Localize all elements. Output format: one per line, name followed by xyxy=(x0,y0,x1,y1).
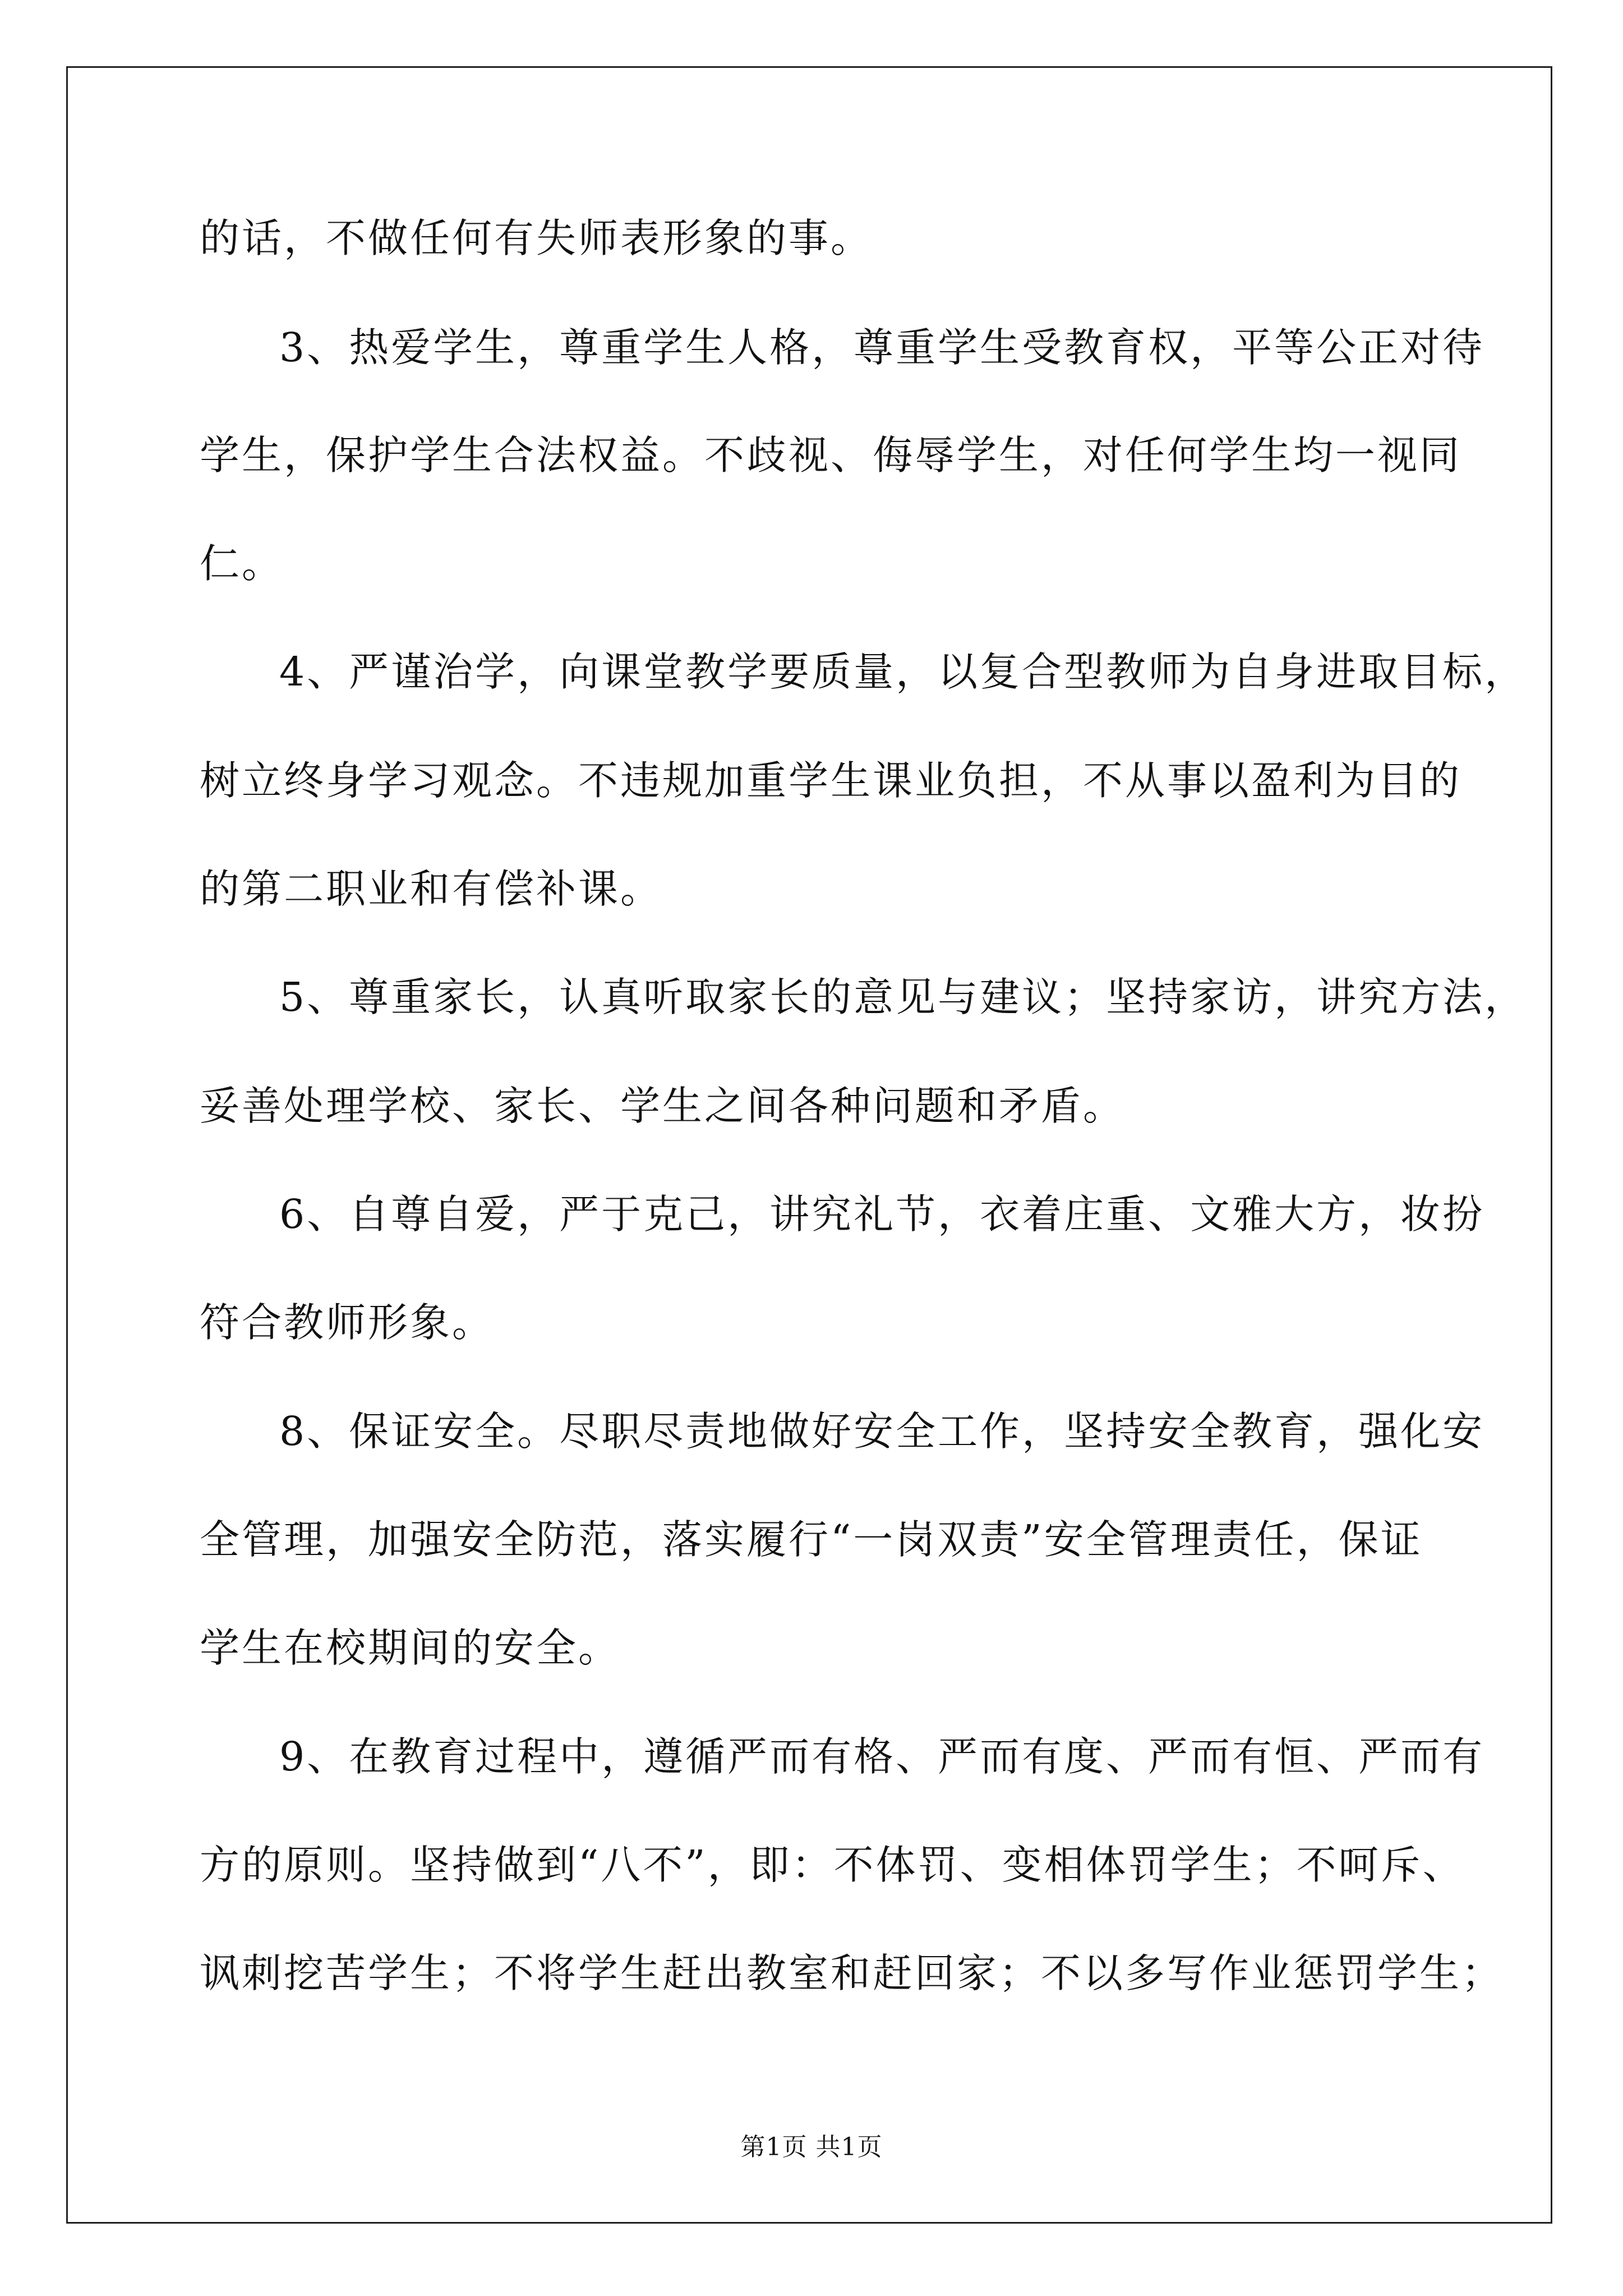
text-line: 6、自尊自爱，严于克己，讲究礼节，衣着庄重、文雅大方，妆扮 xyxy=(279,1191,1485,1237)
text-line: 仁。 xyxy=(200,540,284,587)
text-line: 全管理，加强安全防范，落实履行“一岗双责”安全管理责任，保证 xyxy=(200,1516,1423,1563)
text-line: 的话，不做任何有失师表形象的事。 xyxy=(200,215,873,261)
page-footer: 第1页 共1页 xyxy=(740,2133,883,2161)
text-line: 3、热爱学生，尊重学生人格，尊重学生受教育权，平等公正对待 xyxy=(279,324,1485,371)
text-line: 4、严谨治学，向课堂教学要质量，以复合型教师为自身进取目标， xyxy=(279,648,1527,695)
text-line: 学生，保护学生合法权益。不歧视、侮辱学生，对任何学生均一视同 xyxy=(200,432,1462,478)
text-line: 的第二职业和有偿补课。 xyxy=(200,866,663,912)
text-line: 讽刺挖苦学生；不将学生赶出教室和赶回家；不以多写作业惩罚学生； xyxy=(200,1950,1504,1996)
text-line: 符合教师形象。 xyxy=(200,1299,495,1346)
text-line: 8、保证安全。尽职尽责地做好安全工作，坚持安全教育，强化安 xyxy=(279,1408,1485,1455)
text-line: 5、尊重家长，认真听取家长的意见与建议；坚持家访，讲究方法， xyxy=(279,974,1527,1020)
text-line: 树立终身学习观念。不违规加重学生课业负担，不从事以盈利为目的 xyxy=(200,757,1462,804)
text-line: 妥善处理学校、家长、学生之间各种问题和矛盾。 xyxy=(200,1083,1126,1129)
text-line: 9、在教育过程中，遵循严而有格、严而有度、严而有恒、严而有 xyxy=(279,1733,1485,1780)
text-line: 学生在校期间的安全。 xyxy=(200,1625,621,1671)
text-line: 方的原则。坚持做到“八不”，即：不体罚、变相体罚学生；不呵斥、 xyxy=(200,1842,1465,1888)
page-border xyxy=(66,66,1552,2224)
